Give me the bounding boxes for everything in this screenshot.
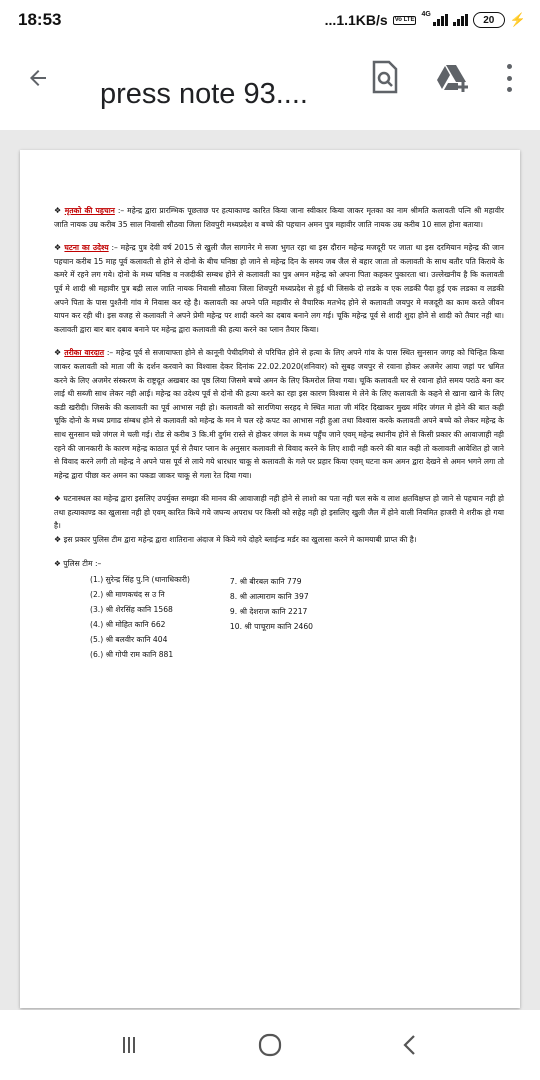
paragraph-identification <box>54 204 504 231</box>
document-title: press note 93.... <box>100 78 308 110</box>
status-indicators <box>325 12 526 28</box>
recents-button[interactable] <box>112 1027 148 1063</box>
bullet: ❖ <box>54 535 62 545</box>
more-options-button[interactable] <box>504 64 514 92</box>
paragraph-method <box>54 346 504 482</box>
document-content <box>54 204 504 662</box>
network-type: 4G <box>421 10 431 18</box>
dot-icon <box>507 76 512 81</box>
paragraph-heading: घटना का उदेश्य <box>64 243 109 253</box>
paragraph-text: घटनास्थल का महेन्द्र द्वारा इसलिए उपर्युक्त समझा की मानव की आवाजाही नही होने से लाशो का पता नही चल सके व लाश क्षतविक्षप्त हो जाने से पहचान नही हो तथा हत्याकाण्ड का खुलासा नही हो एवम् कारित किये गये जघन्य अपराध पर किसी को सहेह नही हो इसलिए खुली जैल में होने वाली नियमित हाजरी मे शरीक हो गया है। <box>54 494 504 531</box>
back-chevron-icon <box>400 1034 420 1056</box>
paragraph-text: :– महेन्द्र पुत्र देवी वर्ष 2015 से खुली जैल सागानेर मे सजा भुगत रहा था इस दौरान महेन्द्र मजदूरी पर जाता था इस दरमियान महेन्द्र की जान पहचान करीब 15 माह पूर्व कलावती से होने से दोनो के बीच घनिष्ठा हो जाने से महेन्द्र दिन के समय जब जैल से बहार जाता तो कलावती के साथ बतौर पति किराये के कमरे में रहने लग गये। दोनो के मध्य घनिष्ठ व नजदीकी सम्बध होने से कलावती का पुत्र अमन महेन्द्र को अपना पिता कहकर पुकारता था। उल्लेखनीय है कि कलावती पूर्व मे शादी श्री महावीर पुत्र बद्री लाल जाति नायक निवासी सौठवा जिला शिवपुरी मध्यप्रदेश से हुई थी जिसके दो लडके व एक लडकी पैदा हुई एक लडका व लडकी अपने पिता के पास पुश्तैनी गांव मे निवास कर रहे है। कलावती का अपने पति महावीर से वैचारिक मतभेद होने से कलावती जयपुर मे मजदूरी का काम करते जीवन यापन कर रही थी। इस वजह से कलावती ने अपने प्रेमी महेन्द्र पर शादी करने का दबाव बनाने लग गई। चूकि महेन्द्र पूर्व से शादी शुदा होने से शादी को तैयार नही था। कलावती द्वारा बार बार दबाव बनाने पर महेन्द्र द्वारा कलावती की हत्या करने का प्लान तैयार किया। <box>54 243 505 334</box>
battery-icon <box>473 12 505 28</box>
search-document-icon <box>370 60 400 94</box>
back-nav-button[interactable] <box>392 1027 428 1063</box>
paragraph-text: :– महेन्द्र द्वारा प्रारम्भिक पूछताछ पर हत्याकाण्ड कारित किया जाना स्वीकार किया जाकर मृतका का नाम श्रीमति कलावती पत्नि श्री महावीर जाति नायक उम्र करीब 35 साल निवासी सौठवा जिला शिवपुरी मध्यप्रदेश व बच्चे की पहचान अमन पुत्र महावीर जाति नायक उम्र करीब 10 साल होना बताया। <box>54 206 505 229</box>
home-icon <box>257 1032 283 1058</box>
dot-icon <box>507 64 512 69</box>
arrow-back-icon <box>26 66 50 90</box>
bullet: ❖ <box>54 243 62 253</box>
team-member: 7. श्री बीरबल कानि 779 <box>229 577 302 587</box>
signal-icon-2 <box>453 14 468 26</box>
paragraph-text: :– महेन्द्र पूर्व से सजायाफ्ता होने से कानूनी पेचीदगियो से परिचित होने से हत्या के लिए अपने गांव के पास स्थित सुनसान जगह को चिन्हित किया जाकर कलावती को माता जी के दर्शन करवाने का विश्वास देकर दिनांक 22.02.2020(शनिवार) को सुबह जयपुर से रवाना होकर अजमेर आया जहां पर भ्रमित करने के लिए अजमेर संस्करण के राष्ट्रदूत अखबार का पृष्ठ लिया जिसमे बच्चे अमन के लिए किमरोल लिया गया। चूकि कलावती घर से रवाना होते समय पराठे बना कर लाई थी सब्जी साथ लेकर नही आई। महेन्द्र का उदेश्य पूर्व से दोनो की हत्या करने का रहा इस कारण विश्वास मे लेने के लिए कलावती के कहने से खाना खाने के लिए कडी खरीदी। जिसके की कलावती का पूर्व आभास नही हो। कलावती को सारणिया सरहद मे स्थित माता जी मंदिर दिखाकर मुख्य मंदिर जंगल मे होने की बात कही चूकि दोनो के मध्य प्रगाढ संम्बध होने से कलावती को महेन्द्र के मन मे चल रहे कपट का आभास नही हुआ तथा विश्वास करके कलावती अपने बच्चे को लेकर महेन्द्र के साथ सुनसान घन्ने जंगल मे चली गई। रोड से करीब 3 कि.मी दुर्गम रास्ते से होकर जंगल के मध्य पहुँच जाने एवम् महेन्द्र स्थानीय होने से किसी प्रकार की आवाजाही नही रहने की जानकारी के कारण महेन्द्र काठात पूर्व से तैयार प्लान के अनुसार कलावती से विवाद करने के लिए शादी नही करने की बात कही तो कलावती आवेशित हो जाने से विवाद करने लगी तो महेन्द्र ने अपने पास पूर्व से लाये गये धारधार चाकू से कलावती के गले पर प्रहार किया एवम् घटना कम अमन द्वारा देखने से अमन भगने लगा तो महेन्द्र द्वारा पीछा कर अमन का पकडा जाकर चाकू से गला रेत दिया गया। <box>54 348 505 480</box>
document-viewer[interactable] <box>0 130 540 1010</box>
bullet: ❖ <box>54 206 62 215</box>
team-column-left <box>90 572 190 662</box>
team-member: 9. श्री देशराज कानि 2217 <box>229 607 308 617</box>
paragraph-heading: मृतको की पहचान <box>64 206 115 215</box>
dot-icon <box>507 87 512 92</box>
bullet: ❖ <box>54 494 61 504</box>
app-bar <box>0 40 540 130</box>
police-team-heading <box>54 557 504 571</box>
network-speed: ...1.1KB/s <box>324 12 388 28</box>
recents-icon <box>119 1034 141 1056</box>
team-member: (6.) श्री गोपी राम कानि 881 <box>90 650 174 660</box>
status-time: 18:53 <box>18 10 62 29</box>
team-column-right <box>230 572 313 662</box>
paragraph-motive <box>54 241 504 336</box>
team-member: 8. श्री आत्माराम कानि 397 <box>229 592 309 602</box>
signal-icon <box>433 14 448 26</box>
team-member: (4.) श्री मोहित कानि 662 <box>90 620 166 630</box>
team-member: (2.) श्री माणकचंद स उ नि <box>90 590 165 600</box>
team-member: 10. श्री पाचूराम कानि 2460 <box>229 622 314 632</box>
paragraph-conclusion <box>54 533 504 547</box>
bullet: ❖ <box>54 558 61 568</box>
bullet: ❖ <box>54 348 62 358</box>
team-member: (5.) श्री बलवीर कानि 404 <box>90 635 168 645</box>
status-bar <box>0 0 540 40</box>
police-team-list <box>54 572 504 662</box>
find-in-document-button[interactable] <box>370 60 400 94</box>
document-page[interactable] <box>20 150 520 1008</box>
battery-level: 20 <box>483 14 495 26</box>
paragraph-text: इस प्रकार पुलिस टीम द्वारा महेन्द्र द्वारा शातिराना अंदाज मे किये गये दोहरे ब्लाईन्ड मर्डर का खुलासा करने मे कामयाबी प्राप्त की है। <box>63 535 417 545</box>
charging-icon: ⚡ <box>509 12 526 27</box>
team-heading-text: पुलिस टीम :– <box>63 558 102 568</box>
team-member: (1.) सुरेन्द्र सिंह पु.नि (थानाधिकारी) <box>90 575 190 585</box>
system-navigation-bar <box>0 1010 540 1080</box>
back-button[interactable] <box>22 62 54 94</box>
home-button[interactable] <box>252 1027 288 1063</box>
drive-add-icon <box>436 62 470 94</box>
team-member: (3.) श्री शेरसिंह कानि 1568 <box>90 605 173 615</box>
paragraph-heading: तरीका वारदात <box>64 348 105 358</box>
add-to-drive-button[interactable] <box>436 62 470 94</box>
volte-icon: Vo LTE <box>394 16 415 23</box>
paragraph-crime-scene <box>54 492 504 533</box>
